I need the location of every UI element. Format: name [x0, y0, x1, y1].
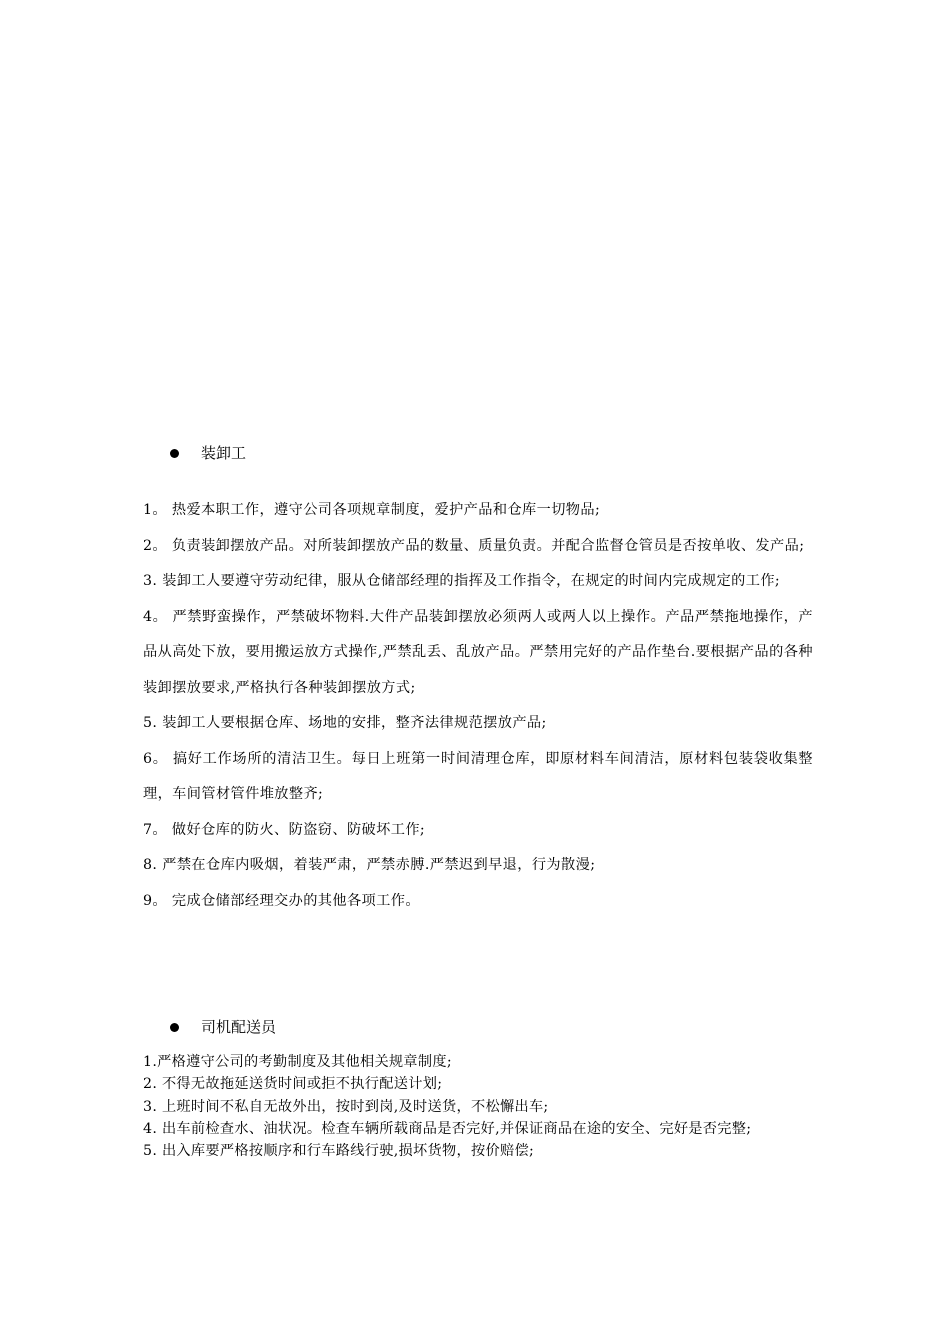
list-item: 3. 装卸工人要遵守劳动纪律，服从仓储部经理的指挥及工作指令，在规定的时间内完成规定的工作;	[143, 573, 781, 589]
list-item: 1.严格遵守公司的考勤制度及其他相关规章制度;	[143, 1054, 452, 1070]
heading-text: 装卸工	[201, 444, 247, 462]
list-item: 5. 出入库要严格按顺序和行车路线行驶,损坏货物，按价赔偿;	[143, 1143, 535, 1160]
list-item: 4. 出车前检查水、油状况。检查车辆所载商品是否完好,并保证商品在途的安全、完好是否完整;	[143, 1120, 752, 1137]
list-item: 5. 装卸工人要根据仓库、场地的安排，整齐法律规范摆放产品;	[143, 715, 547, 731]
loader-duties-list	[143, 493, 813, 919]
list-item: 1。 热爱本职工作，遵守公司各项规章制度，爱护产品和仓库一切物品;	[143, 502, 601, 518]
list-item: 2. 不得无故拖延送货时间或拒不执行配送计划;	[143, 1076, 443, 1093]
section-heading-driver	[170, 1017, 276, 1037]
list-item: 2。 负责装卸摆放产品。对所装卸摆放产品的数量、质量负责。并配合监督仓管员是否按单收、发产品;	[143, 537, 805, 554]
section-heading-loader	[170, 443, 246, 463]
bullet-icon	[170, 449, 179, 458]
list-item: 8. 严禁在仓库内吸烟，着装严肃，严禁赤膊.严禁迟到早退，行为散漫;	[143, 857, 596, 873]
list-item: 7。 做好仓库的防火、防盗窃、防破坏工作;	[143, 821, 426, 838]
bullet-icon	[170, 1023, 179, 1032]
driver-duties-list	[143, 1051, 813, 1162]
list-item: 3. 上班时间不私自无故外出，按时到岗,及时送货，不松懈出车;	[143, 1098, 549, 1115]
list-item: 9。 完成仓储部经理交办的其他各项工作。	[143, 892, 420, 909]
list-item: 4。 严禁野蛮操作，严禁破坏物料.大件产品装卸摆放必须两人或两人以上操作。产品严禁拖地操作，产品从高处下放，要用搬运放方式操作,严禁乱丢、乱放产品。严禁用完好的产品作垫台.要根据产品的各种装卸摆放要求,严格执行各种装卸摆放方式;	[143, 608, 813, 696]
list-item: 6。 搞好工作场所的清洁卫生。每日上班第一时间清理仓库，即原材料车间清洁，原材料包装袋收集整理，车间管材管件堆放整齐;	[143, 750, 813, 802]
heading-text: 司机配送员	[201, 1018, 277, 1036]
